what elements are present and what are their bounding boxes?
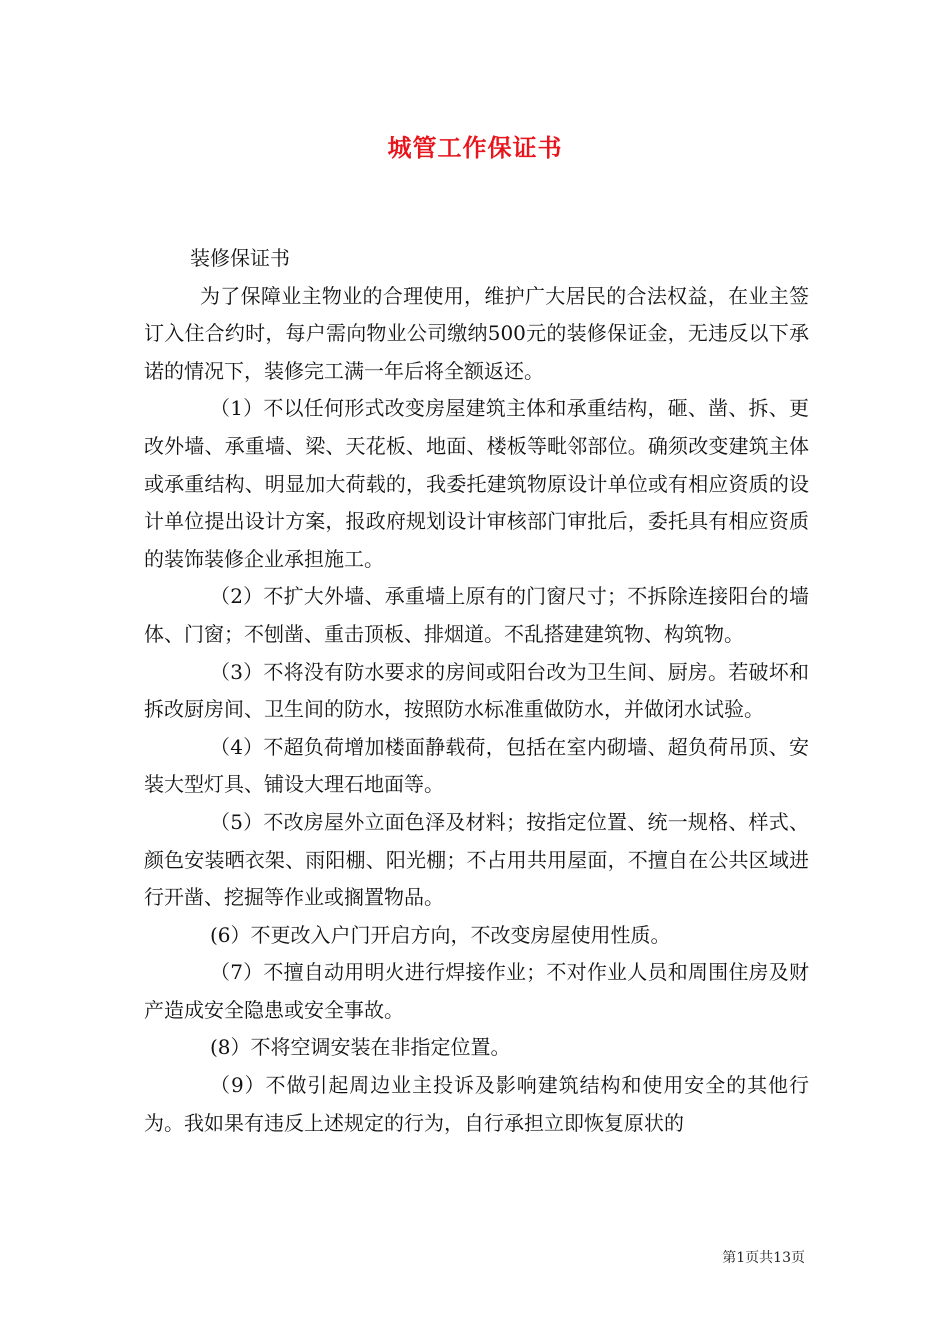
document-body	[144, 240, 809, 1142]
clause-6: (6）不更改入户门开启方向，不改变房屋使用性质。	[210, 922, 671, 947]
clause-8: (8）不将空调安装在非指定位置。	[210, 1035, 511, 1060]
clause-4: （4）不超负荷增加楼面静载荷，包括在室内砌墙、超负荷吊顶、安装大型灯具、铺设大理石地面等。	[144, 734, 809, 797]
page-number: 第1页共13页	[722, 1250, 805, 1266]
clause-5: （5）不改房屋外立面色泽及材料；按指定位置、统一规格、样式、颜色安装晒衣架、雨阳棚、阳光棚；不占用共用屋面，不擅自在公共区域进行开凿、挖掘等作业或搁置物品。	[144, 809, 809, 910]
clause-9: （9）不做引起周边业主投诉及影响建筑结构和使用安全的其他行为。我如果有违反上述规定的行为，自行承担立即恢复原状的	[144, 1073, 809, 1135]
document-title: 城管工作保证书	[387, 133, 563, 162]
clause-3: （3）不将没有防水要求的房间或阳台改为卫生间、厨房。若破坏和拆改厨房间、卫生间的防水，按照防水标准重做防水，并做闭水试验。	[144, 659, 809, 722]
intro-paragraph: 为了保障业主物业的合理使用，维护广大居民的合法权益，在业主签订入住合约时，每户需向物业公司缴纳500元的装修保证金，无违反以下承诺的情况下，装修完工满一年后将全额返还。	[144, 283, 809, 383]
clause-2: （2）不扩大外墙、承重墙上原有的门窗尺寸；不拆除连接阳台的墙体、门窗；不刨凿、重击顶板、排烟道。不乱搭建建筑物、构筑物。	[144, 584, 809, 646]
clause-1: （1）不以任何形式改变房屋建筑主体和承重结构，砸、凿、拆、更改外墙、承重墙、梁、天花板、地面、楼板等毗邻部位。确须改变建筑主体或承重结构、明显加大荷载的，我委托建筑物原设计单位或有相应资质的设计单位提出设计方案，报政府规划设计审核部门审批后，委托具有相应资质的装饰装修企业承担施工。	[144, 396, 809, 571]
clause-7: （7）不擅自动用明火进行焊接作业；不对作业人员和周围住房及财产造成安全隐患或安全事故。	[144, 960, 809, 1022]
subheading: 装修保证书	[190, 246, 290, 270]
